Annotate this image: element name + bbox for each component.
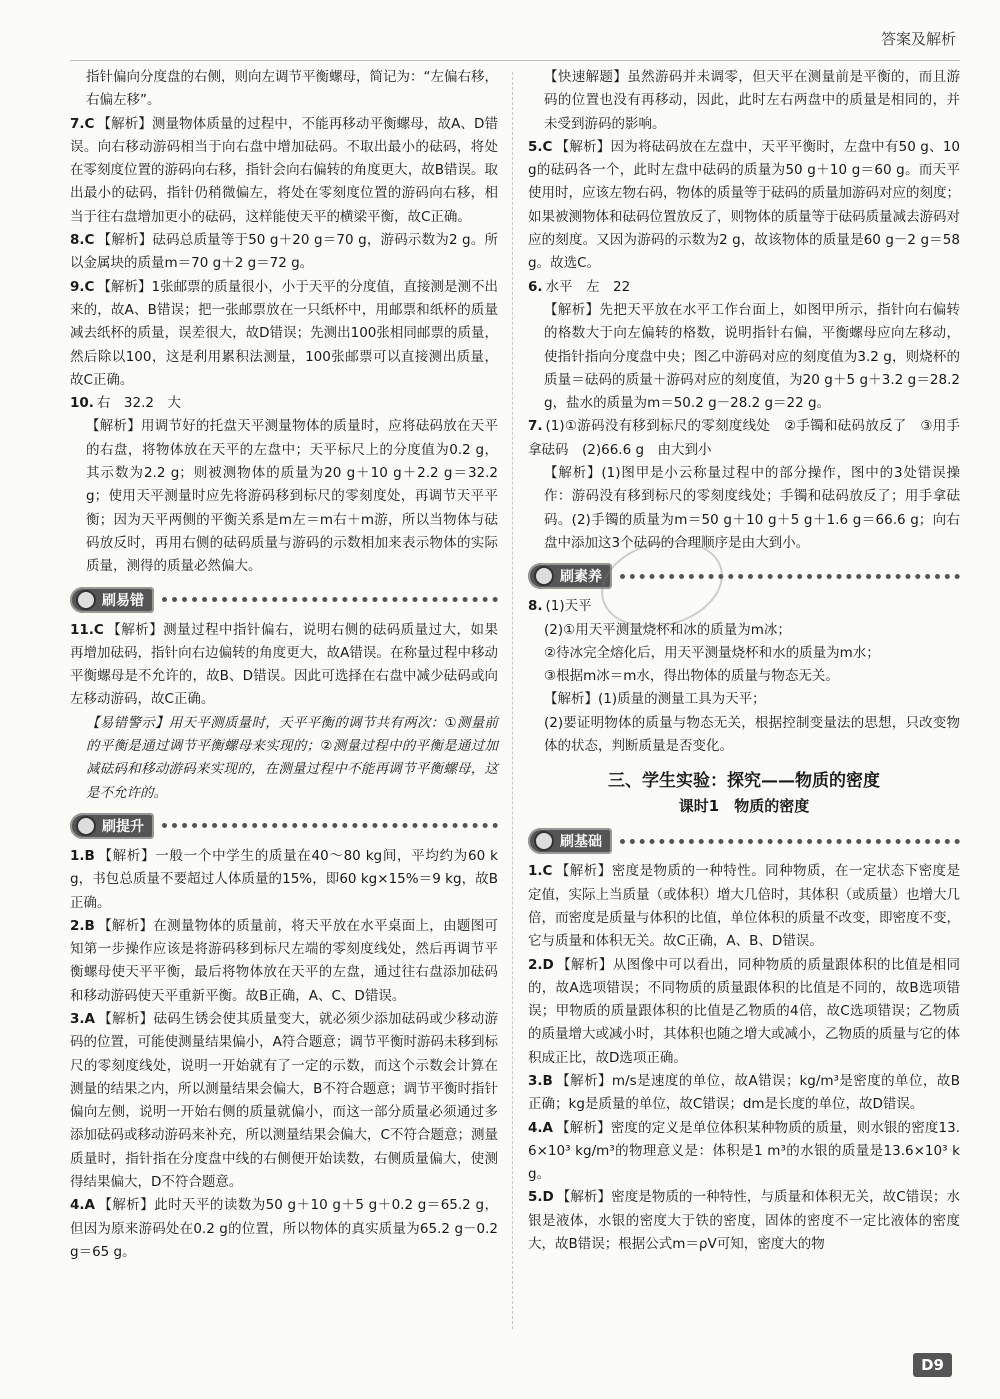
answer-text: 【解析】在测量物体的质量前，将天平放在水平桌面上，由题图可知第一步操作应该是将游码移到标尺左端的零刻度线处，然后再调节平衡螺母使天平平衡，最后将物体放在天平的左盘，通过往右盘添加砝码和移动游码使天平重新平衡。故B正确，A、C、D错误。 [70, 917, 498, 1004]
section-banner-tisheng [70, 809, 498, 843]
answer-paragraph [70, 845, 498, 915]
answer-text: (1)天平 [545, 598, 592, 615]
answer-text: 【解析】密度是物质的一种特性，与质量和体积无关，故C错误；水银是液体，水银的密度大于铁的密度，固体的密度不一定比液体的密度大，故B错误；根据公式m＝ρV可知，密度大的物 [528, 1189, 960, 1253]
question-number: 5.D [528, 1189, 554, 1206]
page-header-title: 答案及解析 [880, 30, 956, 48]
answer-paragraph [528, 619, 960, 642]
answer-paragraph [528, 276, 960, 299]
answer-text: ③根据m冰＝m水，得出物体的质量与物态无关。 [544, 668, 839, 685]
brush-icon [76, 590, 96, 610]
answer-text: 【解析】砝码生锈会使其质量变大，就必须少添加砝码或少移动游码的位置，可能使测量结果偏小，A符合题意；调节平衡时游码未移到标尺的零刻度线处，说明一开始就有了一定的示数，而这个示数会计算在测量的结果之内，所以测量结果会偏大，B不符合题意；调节平衡时指针偏向左侧，说明一开始右侧的质量就偏小，而这一部分质量必须通过多添加砝码或移动游码来补充，所以测量结果会偏大，C不符合题意；测量质量时，指针指在分度盘中线的右侧便开始读数，右侧质量偏大，使测得结果偏大，D不符合题意。 [70, 1010, 498, 1191]
answer-paragraph [70, 66, 498, 113]
answer-paragraph [528, 462, 960, 555]
brush-icon [76, 816, 96, 836]
question-number: 7.C [70, 115, 95, 132]
answer-text: (2)①用天平测量烧杯和冰的质量为m冰； [544, 621, 791, 638]
question-number: 4.A [70, 1197, 95, 1214]
answer-paragraph [70, 712, 498, 805]
answer-text: 【解析】此时天平的读数为50 g＋10 g＋5 g＋0.2 g＝65.2 g，但因为原来游码处在0.2 g的位置，所以物体的真实质量为65.2 g－0.2 g＝65 g。 [70, 1197, 498, 1260]
question-number: 8. [528, 598, 543, 615]
answer-paragraph [528, 1070, 960, 1117]
question-number: 1.B [70, 847, 95, 864]
section-badge [70, 813, 154, 839]
answer-paragraph [528, 860, 960, 953]
section-label: 刷素养 [560, 569, 602, 586]
left-column [70, 66, 498, 1264]
question-number: 5.C [528, 138, 553, 155]
answer-text: 【解析】(1)质量的测量工具为天平； [544, 691, 766, 708]
answer-paragraph [528, 712, 960, 759]
dotted-rule [162, 823, 498, 828]
answer-text: 【解析】(1)图甲是小云称量过程中的部分操作，图中的3处错误操作：游码没有移到标尺的零刻度线处；手镯和砝码放反了；用手拿砝码。(2)手镯的质量为m＝50 g＋10 g＋5 g＋1.6 g＝66.6 g；向右盘中添加这3个砝码的合理顺序是由大到小。 [544, 465, 960, 551]
page-number: D9 [913, 1353, 952, 1377]
dotted-rule [162, 597, 498, 602]
answer-paragraph [70, 415, 498, 578]
column-divider [512, 72, 513, 1329]
left-block-1 [70, 66, 498, 579]
answer-text: 【解析】砝码总质量等于50 g＋20 g＝70 g，游码示数为2 g。所以金属块的质量m＝70 g＋2 g＝72 g。 [70, 232, 498, 272]
answer-paragraph [528, 299, 960, 415]
answer-paragraph [528, 66, 960, 136]
section-banner-yicuo [70, 583, 498, 617]
answer-text: 【解析】一般一个中学生的质量在40～80 kg间，平均约为60 kg，书包总质量不要超过人体质量的15%，即60 kg×15%＝9 kg，故B正确。 [70, 847, 498, 911]
section-banner-suyang [528, 559, 960, 593]
question-number: 4.A [528, 1119, 553, 1136]
question-number: 3.B [528, 1072, 553, 1089]
section-banner-jichu [528, 824, 960, 858]
answer-text: 【解析】测量物体质量的过程中，不能再移动平衡螺母，故A、D错误。向右移动游码相当于向右盘中增加砝码。不取出最小的砝码，将处在零刻度位置的游码向右移，指针会向右偏转的角度更大，故B错误。取出最小的砝码，指针仍稍微偏左，将处在零刻度位置的游码向右移，相当于往右盘增加更小的砝码，这样能使天平的横梁平衡，故C正确。 [70, 115, 498, 225]
answer-text: ②待冰完全熔化后，用天平测量烧杯和水的质量为m水； [544, 644, 880, 661]
question-number: 7. [528, 418, 543, 435]
section-label: 刷基础 [560, 834, 602, 851]
question-number: 3.A [70, 1010, 95, 1027]
answer-text: 【解析】密度的定义是单位体积某种物质的质量，则水银的密度13.6×10³ kg/m³的物理意义是：体积是1 m³的水银的质量是13.6×10³ kg。 [528, 1119, 960, 1183]
answer-paragraph [528, 688, 960, 711]
section-badge [70, 587, 154, 613]
dotted-rule [620, 839, 960, 844]
section-badge [528, 563, 612, 589]
answer-paragraph [528, 136, 960, 276]
chapter-title: 三、学生实验：探究——物质的密度 [608, 771, 880, 792]
answer-text: 【解析】从图像中可以看出，同种物质的质量跟体积的比值是相同的，故A选项错误；不同物质的质量跟体积的比值是不同的，故B选项错误；甲物质的质量跟体积的比值是乙物质的4倍，故C选项错误；乙物质的质量增大或减小时，其体积也随之增大或减小，乙物质的质量与它的体积成正比，故D选项正确。 [528, 956, 960, 1066]
answer-text: 【解析】用调节好的托盘天平测量物体的质量时，应将砝码放在天平的右盘，将物体放在天平的左盘中；天平标尺上的分度值为0.2 g，其示数为2.2 g；则被测物体的质量为20 g＋10 g＋2.2 g＝32.2 g；使用天平测量时应先将游码移到标尺的零刻度处，再调节天平平衡；因为天平两侧的平衡关系是m左＝m右＋m游，所以当物体与砝码放反时，再用右侧的砝码质量与游码的示数相加来表示物体的实际质量，测得的质量必然偏大。 [86, 418, 498, 575]
answer-text: 【解析】测量过程中指针偏右，说明右侧的砝码质量过大，如果再增加砝码，指针向右边偏转的角度更大，故A错误。在称量过程中移动平衡螺母是不允许的，故B、D错误。因此可选择在右盘中减少砝码或向左移动游码，故C正确。 [70, 621, 498, 708]
right-block-3 [528, 860, 960, 1256]
section-label: 刷提升 [102, 818, 144, 835]
answer-text: 【解析】1张邮票的质量很小，小于天平的分度值，直接测是测不出来的，故A、B错误；把一张邮票放在一只纸杯中，用邮票和纸杯的质量减去纸杯的质量，误差很大，故D错误；先测出100张相同邮票的质量，然后除以100，这是利用累积法测量，100张邮票可以直接测出质量，故C正确。 [70, 278, 498, 388]
answer-text: (1)①游码没有移到标尺的零刻度线处 ②手镯和砝码放反了 ③用手拿砝码 (2)66.6 g 由大到小 [528, 418, 960, 458]
header-rule [70, 60, 960, 61]
answer-paragraph [528, 595, 960, 618]
answer-text: 水平 左 22 [545, 278, 631, 295]
question-number: 10. [70, 395, 94, 412]
question-number: 2.D [528, 956, 554, 973]
answer-paragraph [528, 642, 960, 665]
answer-paragraph [528, 665, 960, 688]
left-block-2 [70, 619, 498, 805]
question-number: 1.C [528, 863, 553, 880]
answer-paragraph [528, 415, 960, 462]
answer-paragraph [70, 276, 498, 392]
question-number: 6. [528, 278, 543, 295]
question-number: 9.C [70, 278, 95, 295]
answer-text: (2)要证明物体的质量与物态无关，根据控制变量法的思想，只改变物体的状态，判断质量是否变化。 [544, 714, 960, 755]
answer-text: 【解析】先把天平放在水平工作台面上，如图甲所示，指针向右偏转的格数大于向左偏转的格数，说明指针右偏，平衡螺母应向左移动，使指针指向分度盘中央；图乙中游码对应的刻度值为3.2 g，则烧杯的质量＝砝码的质量＋游码对应的刻度值，为20 g＋5 g＋3.2 g＝28.2 g，盐水的质量为m＝50.2 g－28.2 g＝22 g。 [544, 301, 960, 412]
answer-text: 右 32.2 大 [96, 395, 181, 412]
answer-paragraph [70, 619, 498, 712]
answer-paragraph [70, 1008, 498, 1194]
question-number: 2.B [70, 917, 95, 934]
right-column [528, 66, 960, 1256]
brush-icon [534, 566, 554, 586]
answer-paragraph [70, 915, 498, 1008]
answer-text: 【易错警示】用天平测质量时，天平平衡的调节共有两次：①测量前的平衡是通过调节平衡螺母来实现的；②测量过程中的平衡是通过加减砝码和移动游码来实现的，在测量过程中不能再调节平衡螺母，这是不允许的。 [86, 714, 498, 801]
section-badge [528, 828, 612, 854]
answer-paragraph [528, 1186, 960, 1256]
left-block-3 [70, 845, 498, 1264]
answer-text: 【解析】密度是物质的一种特性。同种物质，在一定状态下密度是定值，实际上当质量（或体积）增大几倍时，其体积（或质量）也增大几倍，而密度是质量与体积的比值，单位体积的质量不改变，即密度不变，它与质量和体积无关。故C正确，A、B、D错误。 [528, 863, 960, 950]
brush-icon [534, 831, 554, 851]
answer-paragraph [70, 229, 498, 276]
answer-paragraph [70, 392, 498, 415]
answer-text: 【快速解题】虽然游码并未调零，但天平在测量前是平衡的，而且游码的位置也没有再移动，因此，此时左右两盘中的质量是相同的，并未受到游码的影响。 [544, 69, 960, 132]
answer-paragraph [528, 1117, 960, 1187]
right-block-1 [528, 66, 960, 555]
answer-paragraph [70, 113, 498, 229]
answer-text: 【解析】m/s是速度的单位，故A错误；kg/m³是密度的单位，故B正确；kg是质量的单位，故C错误；dm是长度的单位，故D错误。 [528, 1072, 960, 1113]
answer-text: 【解析】因为将砝码放在左盘中，天平平衡时，左盘中有50 g、10 g的砝码各一个，此时左盘中砝码的质量为50 g＋10 g＝60 g。而天平使用时，应该左物右码，物体的质量等于砝码的质量加游码对应的刻度；如果被测物体和砝码位置放反了，则物体的质量等于砝码质量减去游码对应的刻度。又因为游码的示数为2 g，故该物体的质量是60 g－2 g＝58 g。故选C。 [528, 138, 960, 272]
question-number: 8.C [70, 232, 95, 249]
answer-paragraph [528, 954, 960, 1070]
answer-paragraph [70, 1194, 498, 1264]
lesson-title: 课时1 物质的密度 [678, 797, 810, 816]
right-block-2 [528, 595, 960, 758]
question-number: 11.C [70, 621, 104, 638]
answer-text: 指针偏向分度盘的右侧，则向左调节平衡螺母，简记为：“左偏右移，右偏左移”。 [86, 69, 498, 109]
section-label: 刷易错 [102, 592, 144, 609]
